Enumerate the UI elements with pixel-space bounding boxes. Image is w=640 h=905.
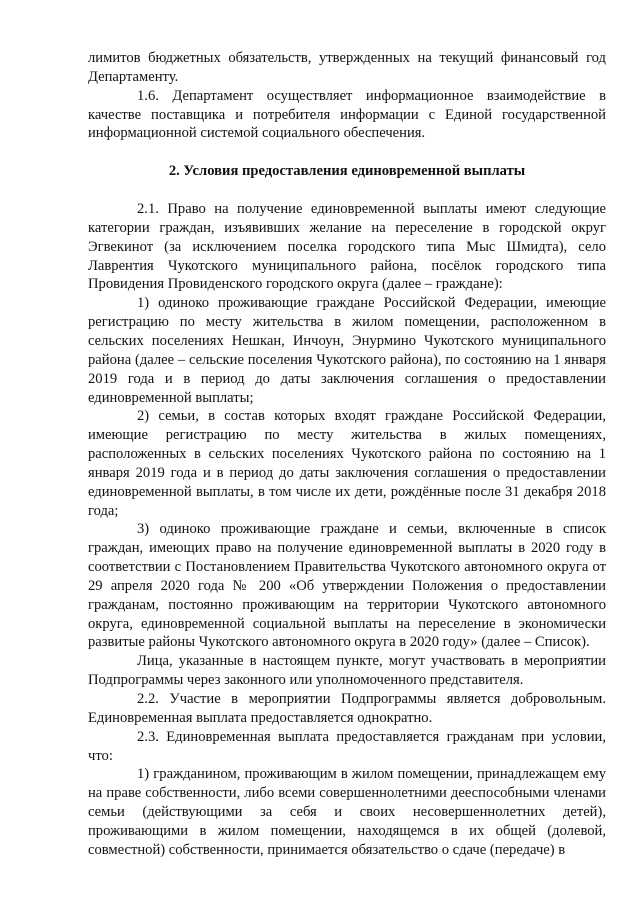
section-heading: 2. Условия предоставления единовременной выплаты: [168, 163, 526, 180]
paragraph-2-3: 2.3. Единовременная выплата предоставляется гражданам при условии, что:: [88, 728, 606, 764]
condition-item-1: 1) гражданином, проживающим в жилом помещении, принадлежащем ему на праве собственности, либо всеми совершеннолетними дееспособными членами семьи (действующими за себя и своих несовершеннолетних детей), проживающими в жилом помещении, находящемся в их общей (долевой, совместной) собственности, принимается обязательство о сдаче (передаче) в: [88, 766, 606, 858]
paragraph-2-2: 2.2. Участие в мероприятии Подпрограммы является добровольным. Единовременная выплата предоставляется однократно.: [88, 691, 606, 726]
list-item-1: 1) одиноко проживающие граждане Российской Федерации, имеющие регистрацию по месту жительства в жилом помещении, расположенном в сельских поселениях Нешкан, Инчоун, Энурмино Чукотского муниципального района (далее – сельские поселения Чукотского района), по состоянию на 1 января 2019 года и в период до даты заключения соглашения о предоставлении единовременной выплаты;: [88, 295, 606, 406]
paragraph-representatives: Лица, указанные в настоящем пункте, могут участвовать в мероприятии Подпрограммы через законного или уполномоченного представителя.: [88, 653, 606, 689]
list-item-2: 2) семьи, в состав которых входят граждане Российской Федерации, имеющие регистрацию по месту жительства в жилых помещениях, расположенных в сельских поселениях Чукотского района по состоянию на 1 января 2019 года и в период до даты заключения соглашения о предоставлении единовременной выплаты, в том числе их дети, рождённые после 31 декабря 2018 года;: [88, 408, 606, 519]
list-item-3: 3) одиноко проживающие граждане и семьи, включенные в список граждан, имеющих право на получение единовременной выплаты в 2020 году в соответствии с Постановлением Правительства Чукотского автономного округа от 29 апреля 2020 года № 200 «Об утверждении Положения о предоставлении гражданам, постоянно проживающим на территории Чукотского автономного округа, единовременной социальной выплаты на переселение в экономически развитые районы Чукотского автономного округа в 2020 году» (далее – Список).: [88, 521, 606, 651]
document-page: [88, 49, 606, 860]
paragraph-continuation: лимитов бюджетных обязательств, утвержденных на текущий финансовый год Департаменту.: [88, 50, 606, 85]
paragraph-2-1: 2.1. Право на получение единовременной выплаты имеют следующие категории граждан, изъявивших желание на переселение в городской округ Эгвекинот (за исключением поселка городского типа Мыс Шмидта), село Лаврентия Чукотского муниципального района, посёлок городского типа Провидения Провиденского городского округа (далее – граждане):: [88, 201, 606, 293]
paragraph-1-6: 1.6. Департамент осуществляет информационное взаимодействие в качестве поставщика и потребителя информации с Единой государственной информационной системой социального обеспечения.: [88, 87, 606, 142]
